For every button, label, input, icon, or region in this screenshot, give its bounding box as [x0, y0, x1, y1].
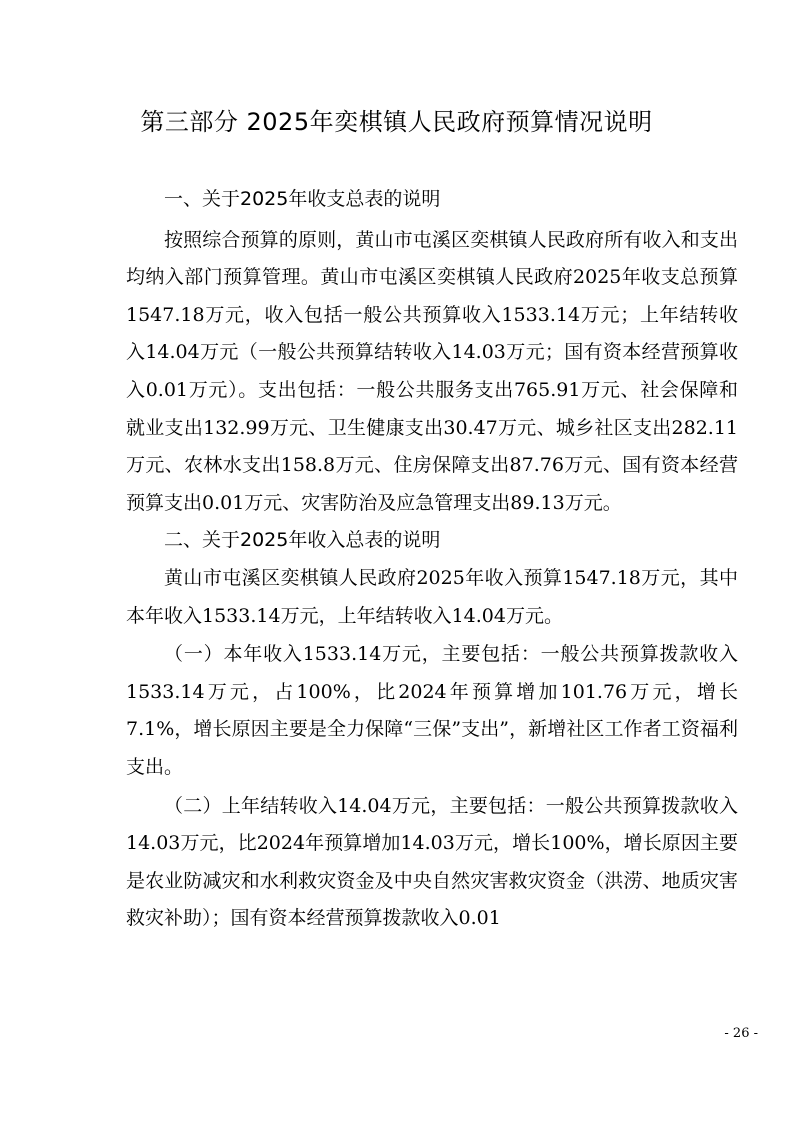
- document-title: 第三部分 2025年奕棋镇人民政府预算情况说明: [140, 108, 653, 136]
- section-2-paragraph-1: 黄山市屯溪区奕棋镇人民政府2025年收入预算1547.18万元，其中本年收入1533.14万元，上年结转收入14.04万元。: [126, 566, 738, 627]
- document-body: [126, 181, 738, 938]
- section-1-paragraph: 按照综合预算的原则，黄山市屯溪区奕棋镇人民政府所有收入和支出均纳入部门预算管理。黄山市屯溪区奕棋镇人民政府2025年收支总预算1547.18万元，收入包括一般公共预算收入1533.14万元；上年结转收入14.04万元（一般公共预算结转收入14.03万元；国有资本经营预算收入0.01万元）。支出包括：一般公共服务支出765.91万元、社会保障和就业支出132.99万元、卫生健康支出30.47万元、城乡社区支出282.11万元、农林水支出158.8万元、住房保障支出87.76万元、国有资本经营预算支出0.01万元、灾害防治及应急管理支出89.13万元。: [126, 228, 738, 514]
- section-2-paragraph-2: （一）本年收入1533.14万元，主要包括：一般公共预算拨款收入1533.14万元，占100%，比2024年预算增加101.76万元，增长7.1%，增长原因主要是全力保障“三保”支出”，新增社区工作者工资福利支出。: [126, 643, 738, 778]
- section-2-paragraph-3: （二）上年结转收入14.04万元，主要包括：一般公共预算拨款收入14.03万元，比2024年预算增加14.03万元，增长100%，增长原因主要是农业防减灾和水利救灾资金及中央自然灾害救灾资金（洪涝、地质灾害救灾补助）；国有资本经营预算拨款收入0.01: [126, 794, 738, 930]
- section-1-heading: 一、关于2025年收支总表的说明: [164, 188, 441, 210]
- section-2-heading: 二、关于2025年收入总表的说明: [164, 529, 441, 552]
- page-number: - 26 -: [724, 1026, 758, 1041]
